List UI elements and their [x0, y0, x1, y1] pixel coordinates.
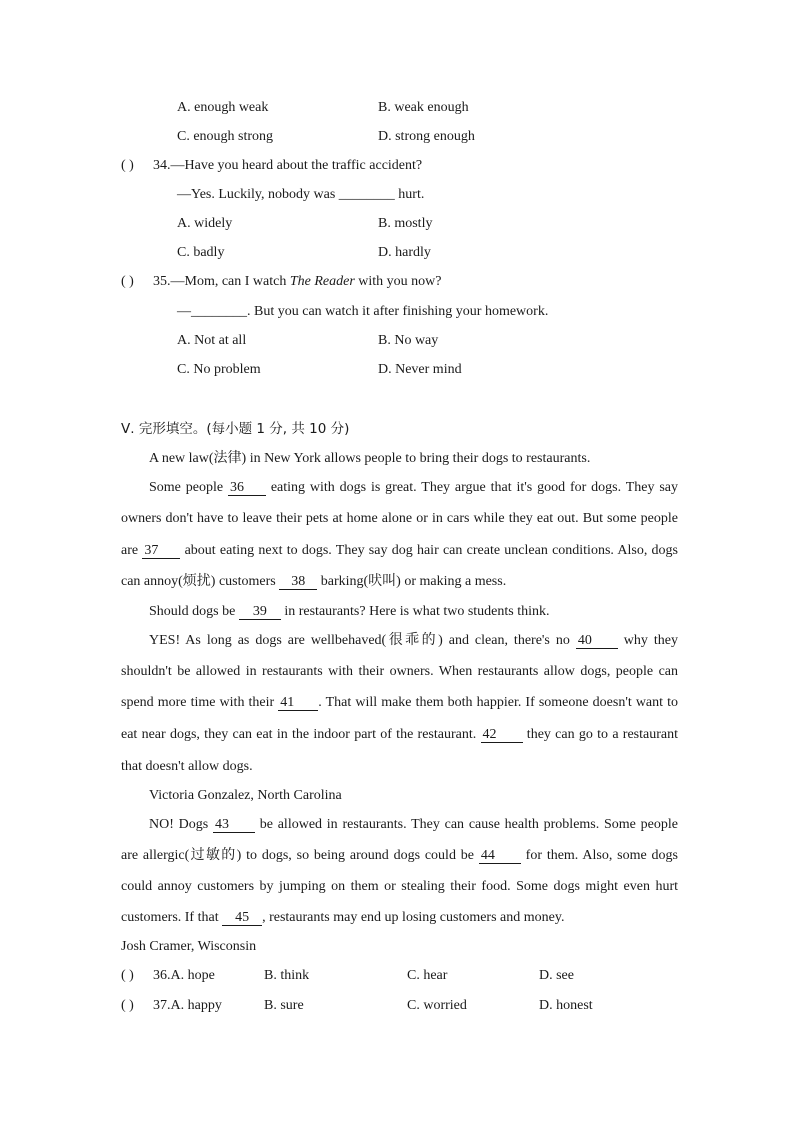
passage-text: be allowed in restaurants. They can cause health problems. Some people	[254, 817, 678, 832]
passage-line	[121, 726, 678, 744]
passage-line: that doesn't allow dogs.	[121, 759, 253, 774]
q33-option-b: B. weak enough	[378, 100, 469, 115]
passage-text: eating with dogs is great. They argue that it's good for dogs. They say	[265, 480, 678, 495]
signature-2: Josh Cramer, Wisconsin	[121, 939, 257, 954]
blank-43[interactable]: 43	[213, 817, 255, 833]
passage-line	[121, 573, 506, 591]
blank-39[interactable]: 39	[239, 604, 281, 620]
q37-option-b: B. sure	[264, 998, 304, 1013]
q35-option-b: B. No way	[378, 333, 439, 348]
answer-paren-36[interactable]: ( )	[121, 968, 134, 983]
passage-text: YES! As long as dogs are wellbehaved(很乖的) and clean, there's no	[149, 633, 576, 648]
passage-line: owners don't have to leave their pets at home alone or in cars while they eat out. But some people	[121, 511, 678, 526]
answer-blank: ________	[338, 187, 395, 202]
question-35	[121, 273, 442, 291]
answer-paren-37[interactable]: ( )	[121, 998, 134, 1013]
answer-paren-34[interactable]: ( )	[121, 158, 134, 173]
movie-title: The Reader	[289, 274, 355, 289]
question-number-34: 34.	[153, 158, 171, 173]
question-34-reply	[177, 186, 424, 204]
passage-text: spend more time with their	[121, 695, 279, 710]
question-number-37: 37.	[153, 998, 171, 1013]
blank-40[interactable]: 40	[576, 633, 618, 649]
passage-text: for them. Also, some dogs	[520, 848, 678, 863]
q37-option-a: A. happy	[170, 998, 222, 1013]
q35-option-c: C. No problem	[177, 362, 261, 377]
q35-option-a: A. Not at all	[177, 333, 247, 348]
q33-option-c: C. enough strong	[177, 129, 274, 144]
passage-text: are	[121, 543, 143, 558]
q34-option-d: D. hardly	[378, 245, 431, 260]
q34-option-a: A. widely	[177, 216, 233, 231]
reply-text: hurt.	[394, 187, 425, 202]
passage-text: they can go to a restaurant	[522, 727, 678, 742]
q33-option-a: A. enough weak	[177, 100, 269, 115]
q36-option-d: D. see	[539, 968, 574, 983]
section-title: Ⅴ. 完形填空。(每小题 1 分, 共 10 分)	[121, 421, 350, 437]
blank-42[interactable]: 42	[481, 727, 523, 743]
passage-paragraph-3	[149, 603, 550, 621]
q34-option-c: C. badly	[177, 245, 225, 260]
blank-45[interactable]: 45	[222, 910, 262, 926]
question-35-reply	[177, 303, 548, 321]
reply-text: . But you can watch it after finishing your homework.	[247, 304, 549, 319]
question-34-text: —Have you heard about the traffic accident?	[170, 158, 423, 173]
passage-text: eat near dogs, they can eat in the indoor part of the restaurant.	[121, 727, 481, 742]
passage-text: are allergic(过敏的) to dogs, so being around dogs could be	[121, 848, 479, 863]
passage-text: in restaurants? Here is what two students think.	[280, 604, 550, 619]
passage-line	[149, 632, 678, 650]
passage-line	[121, 847, 678, 865]
passage-line	[149, 479, 678, 497]
passage-text: . That will make them both happier. If someone doesn't want to	[318, 695, 679, 710]
passage-text: NO! Dogs	[149, 817, 213, 832]
q33-option-d: D. strong enough	[378, 129, 475, 144]
passage-text: about eating next to dogs. They say dog hair can create unclean conditions. Also, dogs	[180, 543, 679, 558]
question-number-35: 35.	[153, 274, 171, 289]
q34-option-b: B. mostly	[378, 216, 433, 231]
reply-text: —Yes. Luckily, nobody was	[177, 187, 339, 202]
signature-1: Victoria Gonzalez, North Carolina	[149, 788, 342, 803]
passage-line	[121, 909, 564, 927]
blank-38[interactable]: 38	[279, 574, 317, 590]
passage-paragraph-1: A new law(法律) in New York allows people to bring their dogs to restaurants.	[149, 451, 591, 466]
passage-line: shouldn't be allowed in restaurants with their owners. When restaurants allow dogs, people can	[121, 664, 678, 679]
q37-option-d: D. honest	[539, 998, 593, 1013]
passage-line	[149, 816, 678, 834]
blank-37[interactable]: 37	[142, 543, 180, 559]
passage-text: Some people	[149, 480, 228, 495]
question-36	[121, 967, 215, 985]
passage-text: Should dogs be	[149, 604, 239, 619]
question-37	[121, 997, 222, 1015]
passage-text: barking(吠叫) or making a mess.	[317, 574, 507, 589]
passage-line	[121, 694, 678, 712]
question-35-text: —Mom, can I watch	[170, 274, 290, 289]
passage-text: why they	[617, 633, 678, 648]
blank-41[interactable]: 41	[278, 695, 318, 711]
answer-paren-35[interactable]: ( )	[121, 274, 134, 289]
question-35-text: with you now?	[354, 274, 442, 289]
question-34	[121, 157, 422, 175]
passage-line	[121, 542, 678, 560]
answer-blank: —________	[177, 304, 247, 319]
q36-option-c: C. hear	[407, 968, 448, 983]
q36-option-b: B. think	[264, 968, 310, 983]
question-number-36: 36.	[153, 968, 171, 983]
passage-line: could annoy customers by jumping on them or stealing their food. Some dogs might even hurt	[121, 879, 678, 894]
q36-option-a: A. hope	[170, 968, 215, 983]
passage-text: customers. If that	[121, 910, 223, 925]
q35-option-d: D. Never mind	[378, 362, 462, 377]
q37-option-c: C. worried	[407, 998, 467, 1013]
passage-text: can annoy(烦扰) customers	[121, 574, 280, 589]
blank-44[interactable]: 44	[479, 848, 521, 864]
passage-text: , restaurants may end up losing customers and money.	[262, 910, 565, 925]
blank-36[interactable]: 36	[228, 480, 266, 496]
